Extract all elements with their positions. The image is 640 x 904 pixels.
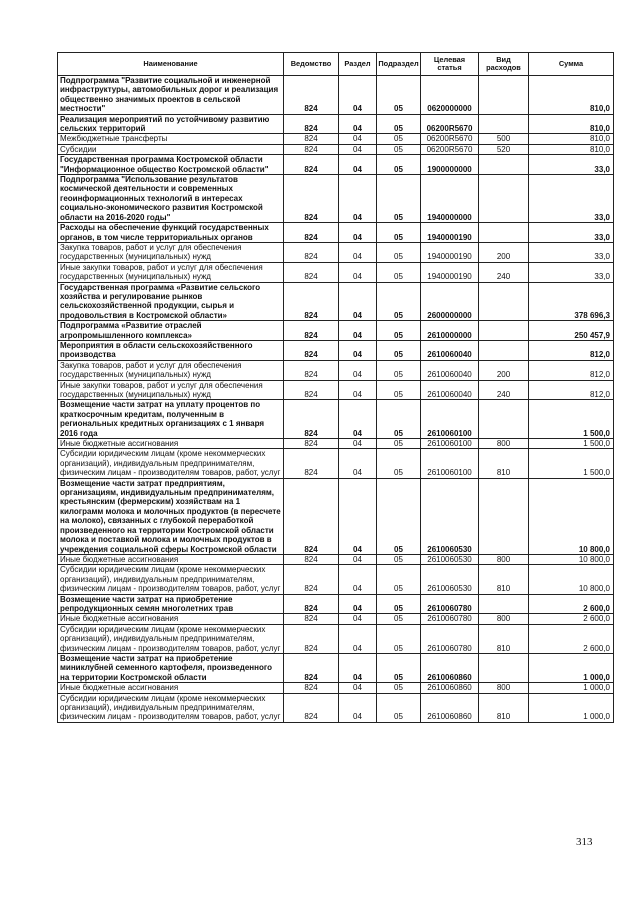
cell-name: Реализация мероприятий по устойчивому развитию сельских территорий [58, 114, 284, 134]
cell-exptype [479, 653, 529, 682]
cell-exptype [479, 175, 529, 223]
cell-dept: 824 [284, 624, 339, 653]
cell-name: Иные бюджетные ассигнования [58, 439, 284, 449]
table-row [58, 175, 614, 223]
cell-section: 04 [339, 565, 377, 594]
cell-dept: 824 [284, 439, 339, 449]
cell-section: 04 [339, 653, 377, 682]
header-section: Раздел [339, 53, 377, 76]
cell-subsection: 05 [377, 565, 421, 594]
cell-sum: 10 800,0 [529, 554, 614, 564]
cell-dept: 824 [284, 282, 339, 321]
cell-sum: 1 500,0 [529, 400, 614, 439]
cell-exptype [479, 594, 529, 614]
cell-subsection: 05 [377, 449, 421, 478]
table-row [58, 554, 614, 564]
table-row [58, 321, 614, 341]
cell-exptype [479, 400, 529, 439]
cell-section: 04 [339, 614, 377, 624]
cell-name: Иные бюджетные ассигнования [58, 683, 284, 693]
cell-target: 2610060530 [421, 478, 479, 554]
cell-name: Иные бюджетные ассигнования [58, 554, 284, 564]
cell-name: Межбюджетные трансферты [58, 134, 284, 144]
cell-exptype: 500 [479, 134, 529, 144]
cell-section: 04 [339, 175, 377, 223]
cell-dept: 824 [284, 554, 339, 564]
budget-table [57, 52, 614, 723]
cell-exptype: 810 [479, 693, 529, 722]
cell-subsection: 05 [377, 400, 421, 439]
cell-exptype [479, 155, 529, 175]
cell-sum: 1 000,0 [529, 653, 614, 682]
table-row [58, 262, 614, 282]
cell-target: 1940000190 [421, 223, 479, 243]
table-row [58, 693, 614, 722]
table-row [58, 439, 614, 449]
cell-name: Субсидии юридическим лицам (кроме некоммерческих организаций), индивидуальным предпринимателям, физическим лицам - производителям товаров, работ, услуг [58, 624, 284, 653]
cell-exptype: 800 [479, 439, 529, 449]
cell-dept: 824 [284, 449, 339, 478]
cell-exptype: 810 [479, 449, 529, 478]
cell-exptype [479, 76, 529, 115]
cell-target: 1900000000 [421, 155, 479, 175]
cell-section: 04 [339, 693, 377, 722]
cell-exptype: 810 [479, 624, 529, 653]
cell-name: Государственная программа «Развитие сельского хозяйства и регулирование рынков сельскохозяйственной продукции, сырья и продовольствия в Костромской области» [58, 282, 284, 321]
cell-section: 04 [339, 114, 377, 134]
cell-name: Мероприятия в области сельскохозяйственного производства [58, 340, 284, 360]
cell-section: 04 [339, 400, 377, 439]
cell-dept: 824 [284, 175, 339, 223]
cell-target: 2610060780 [421, 624, 479, 653]
cell-sum: 810,0 [529, 76, 614, 115]
cell-sum: 812,0 [529, 360, 614, 380]
cell-name: Субсидии юридическим лицам (кроме некоммерческих организаций), индивидуальным предпринимателям, физическим лицам - производителям товаров, работ, услуг [58, 693, 284, 722]
cell-section: 04 [339, 554, 377, 564]
cell-target: 2610060040 [421, 380, 479, 400]
cell-exptype: 240 [479, 262, 529, 282]
table-row [58, 155, 614, 175]
cell-target: 0620000000 [421, 76, 479, 115]
cell-dept: 824 [284, 360, 339, 380]
table-row [58, 449, 614, 478]
cell-target: 2610060040 [421, 360, 479, 380]
cell-dept: 824 [284, 565, 339, 594]
table-header-row [58, 53, 614, 76]
cell-name: Расходы на обеспечение функций государственных органов, в том числе территориальных органов [58, 223, 284, 243]
cell-dept: 824 [284, 340, 339, 360]
cell-subsection: 05 [377, 134, 421, 144]
cell-section: 04 [339, 478, 377, 554]
cell-name: Возмещение части затрат на приобретение репродукционных семян многолетних трав [58, 594, 284, 614]
cell-sum: 1 000,0 [529, 683, 614, 693]
cell-target: 2610060530 [421, 565, 479, 594]
cell-target: 2610060860 [421, 653, 479, 682]
cell-target: 2610060780 [421, 594, 479, 614]
cell-section: 04 [339, 594, 377, 614]
cell-subsection: 05 [377, 554, 421, 564]
cell-exptype [479, 282, 529, 321]
cell-section: 04 [339, 76, 377, 115]
cell-target: 06200R5670 [421, 114, 479, 134]
header-sum: Сумма [529, 53, 614, 76]
cell-section: 04 [339, 624, 377, 653]
cell-exptype [479, 114, 529, 134]
cell-section: 04 [339, 340, 377, 360]
cell-subsection: 05 [377, 144, 421, 154]
cell-name: Подпрограмма «Развитие отраслей агропромышленного комплекса» [58, 321, 284, 341]
cell-sum: 33,0 [529, 175, 614, 223]
cell-exptype [479, 321, 529, 341]
cell-sum: 10 800,0 [529, 478, 614, 554]
cell-section: 04 [339, 360, 377, 380]
table-row [58, 144, 614, 154]
table-row [58, 114, 614, 134]
cell-subsection: 05 [377, 321, 421, 341]
table-row [58, 76, 614, 115]
cell-subsection: 05 [377, 76, 421, 115]
cell-target: 2610060100 [421, 449, 479, 478]
header-subsection: Подраздел [377, 53, 421, 76]
cell-section: 04 [339, 321, 377, 341]
cell-subsection: 05 [377, 175, 421, 223]
cell-name: Иные закупки товаров, работ и услуг для обеспечения государственных (муниципальных) нужд [58, 380, 284, 400]
cell-target: 2610060040 [421, 340, 479, 360]
cell-target: 2610000000 [421, 321, 479, 341]
cell-section: 04 [339, 449, 377, 478]
table-row [58, 380, 614, 400]
cell-name: Подпрограмма "Использование результатов космической деятельности и современных геоинформационных технологий в интересах социально-экономического развития Костромской области на 2016-2020 годы" [58, 175, 284, 223]
cell-name: Возмещение части затрат предприятиям, организациям, индивидуальным предпринимателям, крестьянским (фермерским) хозяйствам на 1 килограмм молока и молочных продуктов (в пересчете на молоко), связанных с глубокой переработкой произведенного на территории Костромской области молока и поставкой молока и молочных продуктов в учреждения социальной сферы Костромской области [58, 478, 284, 554]
cell-subsection: 05 [377, 114, 421, 134]
cell-sum: 33,0 [529, 223, 614, 243]
cell-exptype [479, 340, 529, 360]
cell-dept: 824 [284, 114, 339, 134]
cell-target: 06200R5670 [421, 134, 479, 144]
cell-exptype: 200 [479, 242, 529, 262]
table-row [58, 400, 614, 439]
cell-name: Иные закупки товаров, работ и услуг для обеспечения государственных (муниципальных) нужд [58, 262, 284, 282]
table-row [58, 614, 614, 624]
table-row [58, 683, 614, 693]
table-row [58, 478, 614, 554]
cell-dept: 824 [284, 594, 339, 614]
cell-dept: 824 [284, 134, 339, 144]
cell-section: 04 [339, 282, 377, 321]
cell-target: 2610060780 [421, 614, 479, 624]
cell-sum: 33,0 [529, 262, 614, 282]
cell-name: Государственная программа Костромской области "Информационное общество Костромской области" [58, 155, 284, 175]
cell-exptype [479, 478, 529, 554]
cell-dept: 824 [284, 262, 339, 282]
cell-sum: 2 600,0 [529, 624, 614, 653]
cell-subsection: 05 [377, 478, 421, 554]
cell-sum: 810,0 [529, 134, 614, 144]
cell-name: Субсидии [58, 144, 284, 154]
cell-sum: 812,0 [529, 340, 614, 360]
cell-section: 04 [339, 439, 377, 449]
cell-dept: 824 [284, 380, 339, 400]
cell-sum: 10 800,0 [529, 565, 614, 594]
cell-subsection: 05 [377, 439, 421, 449]
cell-sum: 378 696,3 [529, 282, 614, 321]
cell-subsection: 05 [377, 262, 421, 282]
cell-section: 04 [339, 380, 377, 400]
table-row [58, 565, 614, 594]
cell-sum: 810,0 [529, 144, 614, 154]
cell-sum: 1 500,0 [529, 439, 614, 449]
cell-section: 04 [339, 683, 377, 693]
cell-dept: 824 [284, 76, 339, 115]
cell-exptype: 800 [479, 554, 529, 564]
cell-target: 2610060100 [421, 400, 479, 439]
page-number: 313 [576, 836, 593, 848]
cell-subsection: 05 [377, 223, 421, 243]
table-row [58, 653, 614, 682]
cell-subsection: 05 [377, 653, 421, 682]
cell-sum: 812,0 [529, 380, 614, 400]
cell-dept: 824 [284, 400, 339, 439]
header-dept: Ведомство [284, 53, 339, 76]
table-row [58, 594, 614, 614]
cell-dept: 824 [284, 653, 339, 682]
cell-dept: 824 [284, 144, 339, 154]
cell-sum: 33,0 [529, 155, 614, 175]
cell-exptype: 800 [479, 683, 529, 693]
cell-sum: 2 600,0 [529, 614, 614, 624]
cell-name: Закупка товаров, работ и услуг для обеспечения государственных (муниципальных) нужд [58, 360, 284, 380]
cell-subsection: 05 [377, 683, 421, 693]
cell-section: 04 [339, 155, 377, 175]
cell-sum: 2 600,0 [529, 594, 614, 614]
cell-exptype: 240 [479, 380, 529, 400]
header-target: Целевая статья [421, 53, 479, 76]
cell-name: Субсидии юридическим лицам (кроме некоммерческих организаций), индивидуальным предпринимателям, физическим лицам - производителям товаров, работ, услуг [58, 449, 284, 478]
cell-subsection: 05 [377, 624, 421, 653]
cell-dept: 824 [284, 242, 339, 262]
cell-name: Закупка товаров, работ и услуг для обеспечения государственных (муниципальных) нужд [58, 242, 284, 262]
cell-subsection: 05 [377, 380, 421, 400]
cell-subsection: 05 [377, 693, 421, 722]
table-row [58, 360, 614, 380]
cell-dept: 824 [284, 223, 339, 243]
cell-dept: 824 [284, 155, 339, 175]
cell-dept: 824 [284, 614, 339, 624]
cell-name: Возмещение части затрат на уплату процентов по краткосрочным кредитам, полученным в региональных кредитных организациях с 1 января 2016 года [58, 400, 284, 439]
cell-exptype: 810 [479, 565, 529, 594]
table-row [58, 134, 614, 144]
cell-section: 04 [339, 262, 377, 282]
cell-target: 2610060530 [421, 554, 479, 564]
cell-section: 04 [339, 223, 377, 243]
cell-target: 2600000000 [421, 282, 479, 321]
cell-target: 1940000190 [421, 242, 479, 262]
table-row [58, 242, 614, 262]
cell-sum: 810,0 [529, 114, 614, 134]
cell-target: 06200R5670 [421, 144, 479, 154]
cell-subsection: 05 [377, 282, 421, 321]
cell-name: Подпрограмма "Развитие социальной и инженерной инфраструктуры, автомобильных дорог и реализация общественно значимых проектов в сельской местности" [58, 76, 284, 115]
cell-section: 04 [339, 144, 377, 154]
header-exptype: Вид расходов [479, 53, 529, 76]
cell-subsection: 05 [377, 242, 421, 262]
cell-name: Субсидии юридическим лицам (кроме некоммерческих организаций), индивидуальным предпринимателям, физическим лицам - производителям товаров, работ, услуг [58, 565, 284, 594]
cell-subsection: 05 [377, 594, 421, 614]
table-row [58, 282, 614, 321]
cell-subsection: 05 [377, 360, 421, 380]
cell-dept: 824 [284, 683, 339, 693]
cell-exptype: 800 [479, 614, 529, 624]
table-row [58, 223, 614, 243]
cell-section: 04 [339, 134, 377, 144]
cell-sum: 1 500,0 [529, 449, 614, 478]
cell-name: Иные бюджетные ассигнования [58, 614, 284, 624]
header-name: Наименование [58, 53, 284, 76]
cell-name: Возмещение части затрат на приобретение миниклубней семенного картофеля, произведенного на территории Костромской области [58, 653, 284, 682]
cell-dept: 824 [284, 478, 339, 554]
cell-target: 1940000000 [421, 175, 479, 223]
cell-subsection: 05 [377, 155, 421, 175]
cell-sum: 33,0 [529, 242, 614, 262]
table-row [58, 624, 614, 653]
cell-exptype [479, 223, 529, 243]
cell-dept: 824 [284, 321, 339, 341]
cell-dept: 824 [284, 693, 339, 722]
cell-exptype: 520 [479, 144, 529, 154]
cell-subsection: 05 [377, 340, 421, 360]
cell-exptype: 200 [479, 360, 529, 380]
table-row [58, 340, 614, 360]
cell-sum: 1 000,0 [529, 693, 614, 722]
cell-section: 04 [339, 242, 377, 262]
cell-target: 2610060860 [421, 683, 479, 693]
cell-subsection: 05 [377, 614, 421, 624]
cell-target: 2610060860 [421, 693, 479, 722]
cell-sum: 250 457,9 [529, 321, 614, 341]
cell-target: 1940000190 [421, 262, 479, 282]
cell-target: 2610060100 [421, 439, 479, 449]
